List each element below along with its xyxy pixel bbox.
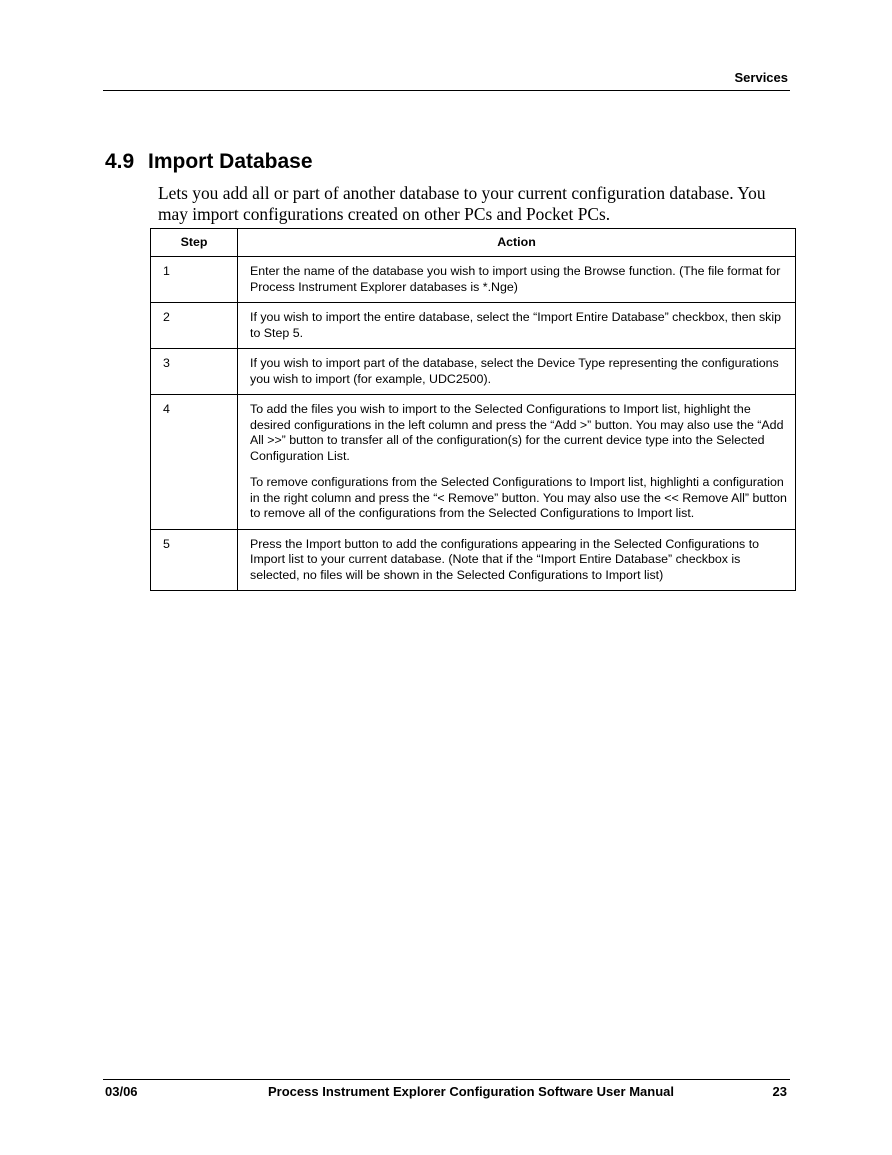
column-header-step: Step [151,229,238,257]
step-number: 4 [151,395,238,530]
header-divider [103,90,790,91]
table-header-row [151,229,796,257]
step-action [238,257,796,303]
footer-date: 03/06 [105,1084,138,1099]
table-row [151,395,796,530]
step-action-text: To remove configurations from the Selected Configurations to Import list, highlighti a configuration in the right column and press the “< Remove” button. You may also use the << Remove All” button to remove all of the configurations from the Selected Configurations to Import list. [250,475,787,520]
table-row [151,529,796,591]
step-number: 2 [151,303,238,349]
section-title: Import Database [148,150,313,173]
step-action-text: Press the Import button to add the configurations appearing in the Selected Configurations to Import list to your current database. (Note that if the “Import Entire Database” checkbox is selected, no files will be shown in the Selected Configurations to Import list) [250,536,760,582]
step-action-text: To add the files you wish to import to the Selected Configurations to Import list, highlight the desired configurations in the left column and press the “Add >” button. You may also use the “Add All >>” button to transfer all of the configuration(s) for the current device type into the Selected Configuration List. [250,402,784,463]
step-number: 5 [151,529,238,591]
table-row [151,303,796,349]
step-action-text: If you wish to import the entire database, select the “Import Entire Database” checkbox, then skip to Step 5. [250,310,782,340]
step-action [238,395,796,530]
steps-table [150,228,796,591]
table-row [151,257,796,303]
footer-page-number: 23 [772,1084,787,1099]
section-number: 4.9 [105,150,135,173]
step-action-text: Enter the name of the database you wish to import using the Browse function. (The file format for Process Instrument Explorer databases is *.Nge) [250,264,781,294]
step-number: 3 [151,349,238,395]
step-number: 1 [151,257,238,303]
footer-manual-title: Process Instrument Explorer Configuration Software User Manual [268,1084,674,1099]
step-action [238,303,796,349]
section-heading [105,150,313,174]
running-header-section: Services [734,70,788,85]
column-header-action: Action [238,229,796,257]
footer-divider [103,1079,790,1080]
section-intro: Lets you add all or part of another database to your current configuration database. You may import configurations created on other PCs and Pocket PCs. [158,183,766,224]
step-action [238,349,796,395]
step-action-text: If you wish to import part of the database, select the Device Type representing the configurations you wish to import (for example, UDC2500). [250,356,779,386]
step-action [238,529,796,591]
table-row [151,349,796,395]
